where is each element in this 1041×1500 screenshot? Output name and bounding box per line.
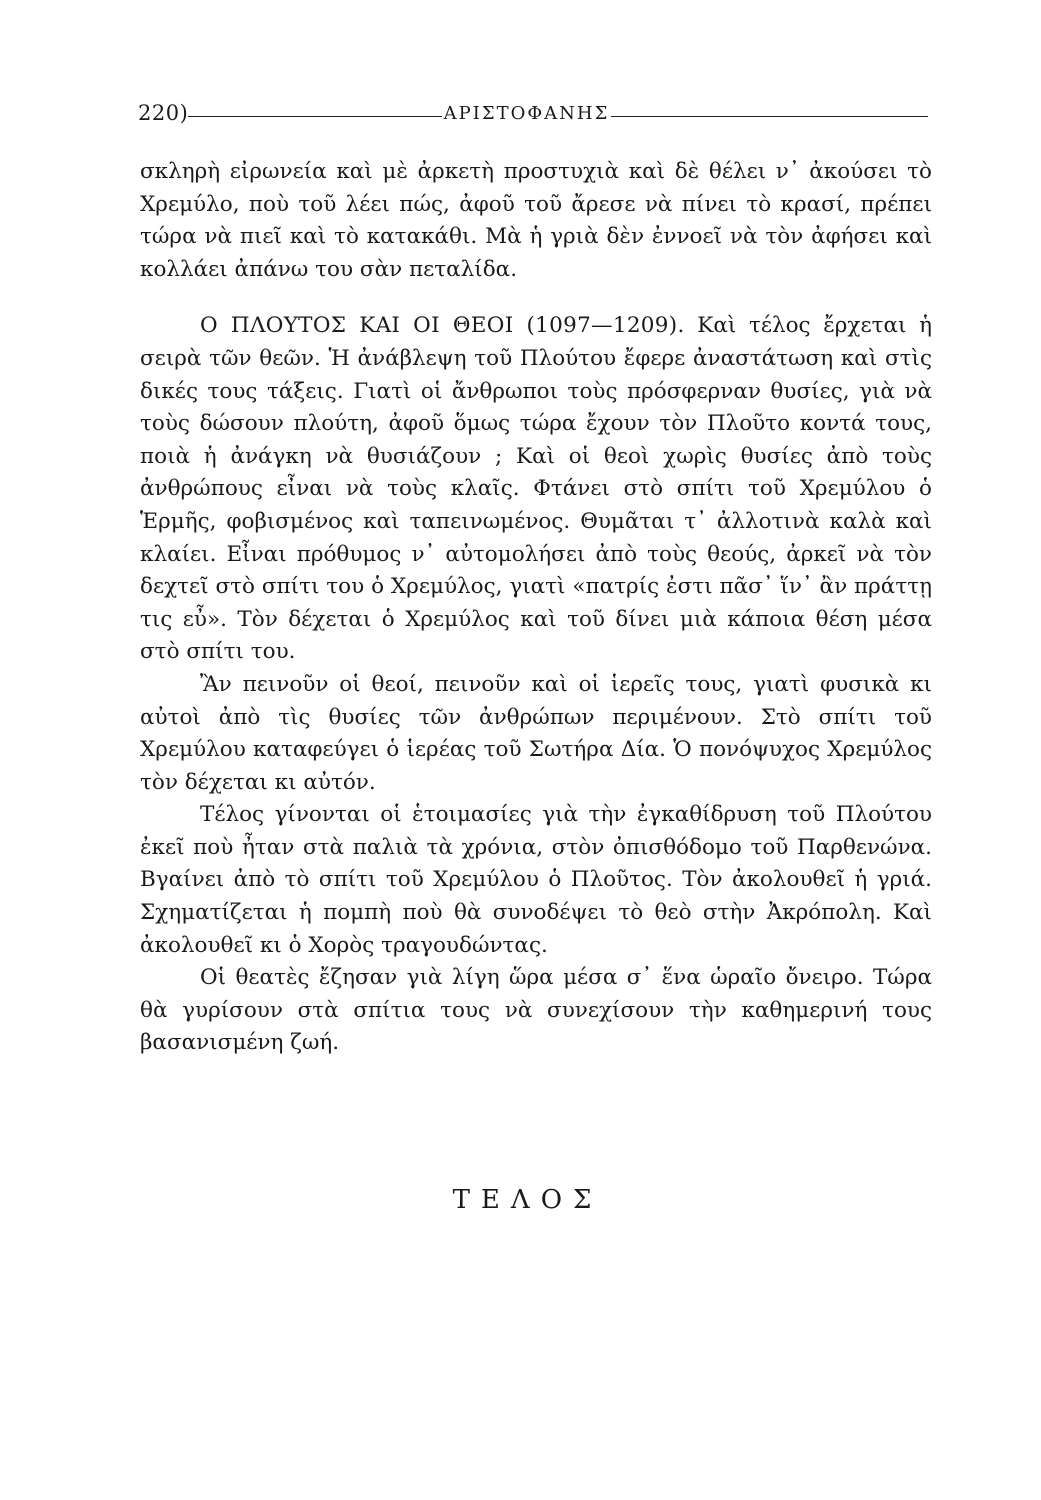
end-mark: ΤΕΛΟΣ [452, 1185, 603, 1215]
paragraph-2-text: Καὶ τέλος ἔρχεται ἡ σειρὰ τῶν θεῶν. Ἡ ἀνάβλεψη τοῦ Πλούτου ἔφερε ἀναστάτωση καὶ στὶς δικές τους τάξεις. Γιατὶ οἱ ἄνθρωποι τοὺς πρόσφερναν θυσίες, γιὰ νὰ τοὺς δώσουν πλούτη, ἀφοῦ ὅμως τώρα ἔχουν τὸν Πλοῦτο κοντά τους, ποιὰ ἡ ἀνάγκη νὰ θυσιάζουν ; Καὶ οἱ θεοὶ χωρὶς θυσίες ἀπὸ τοὺς ἀνθρώπους εἶναι νὰ τοὺς κλαῖς. Φτάνει στὸ σπίτι τοῦ Χρεμύλου ὁ Ἑρμῆς, φοβισμένος καὶ ταπεινωμένος. Θυμᾶται τ᾽ ἀλλοτινὰ καλὰ καὶ κλαίει. Εἶναι πρόθυμος ν᾽ αὐτομολήσει ἀπὸ τοὺς θεούς, ἀρκεῖ νὰ τὸν δεχτεῖ στὸ σπίτι του ὁ Χρεμύλος, γιατὶ «πατρίς ἐστι πᾶσ᾽ ἵν᾽ ἂν πράττῃ τις εὖ». Τὸν δέχεται ὁ Χρεμύλος καὶ τοῦ δίνει μιὰ κάποια θέση μέσα στὸ σπίτι του. [140, 313, 932, 665]
section-heading: Ο ΠΛΟΥΤΟΣ ΚΑΙ ΟΙ ΘΕΟΙ (1097—1209). [200, 313, 685, 339]
header-rule-left [188, 116, 441, 117]
paragraph-4: Τέλος γίνονται οἱ ἑτοιμασίες γιὰ τὴν ἐγκαθίδρυση τοῦ Πλούτου ἐκεῖ ποὺ ἦταν στὰ παλιὰ τὰ χρόνια, στὸν ὀπισθόδομο τοῦ Παρθενώνα. Βγαίνει ἀπὸ τὸ σπίτι τοῦ Χρεμύλου ὁ Πλοῦτος. Τὸν ἀκολουθεῖ ἡ γριά. Σχηματίζεται ἡ πομπὴ ποὺ θὰ συνοδέψει τὸ θεὸ στὴν Ἀκρόπολη. Καὶ ἀκολουθεῖ κι ὁ Χορὸς τραγουδώντας. [140, 802, 932, 958]
paragraph-3: Ἂν πεινοῦν οἱ θεοί, πεινοῦν καὶ οἱ ἱερεῖς τους, γιατὶ φυσικὰ κι αὐτοὶ ἀπὸ τὶς θυσίες τῶν ἀνθρώπων περιμένουν. Στὸ σπίτι τοῦ Χρεμύλου καταφεύγει ὁ ἱερέας τοῦ Σωτήρα Δία. Ὁ πονόψυχος Χρεμύλος τὸν δέχεται κι αὐτόν. [140, 671, 932, 795]
running-title: ΑΡΙΣΤΟΦΑΝΗΣ [443, 102, 610, 124]
body-text [140, 156, 932, 1060]
page-header [138, 98, 928, 128]
header-rule-right [611, 116, 928, 117]
page-number: 220) [138, 101, 189, 125]
paragraph-1: σκληρὴ εἰρωνεία καὶ μὲ ἀρκετὴ προστυχιὰ καὶ δὲ θέλει ν᾽ ἀκούσει τὸ Χρεμύλο, ποὺ τοῦ λέει πώς, ἀφοῦ τοῦ ἄρεσε νὰ πίνει τὸ κρασί, πρέπει τώρα νὰ πιεῖ καὶ τὸ κατακάθι. Μὰ ἡ γριὰ δὲν ἐννοεῖ νὰ τὸν ἀφήσει καὶ κολλάει ἀπάνω του σὰν πεταλίδα. [140, 159, 932, 282]
paragraph-5: Οἱ θεατὲς ἔζησαν γιὰ λίγη ὥρα μέσα σ᾽ ἕνα ὡραῖο ὄνειρο. Τώρα θὰ γυρίσουν στὰ σπίτια τους νὰ συνεχίσουν τὴν καθημερινή τους βασανισμένη ζωή. [140, 965, 932, 1056]
paragraph-2 [140, 310, 932, 669]
